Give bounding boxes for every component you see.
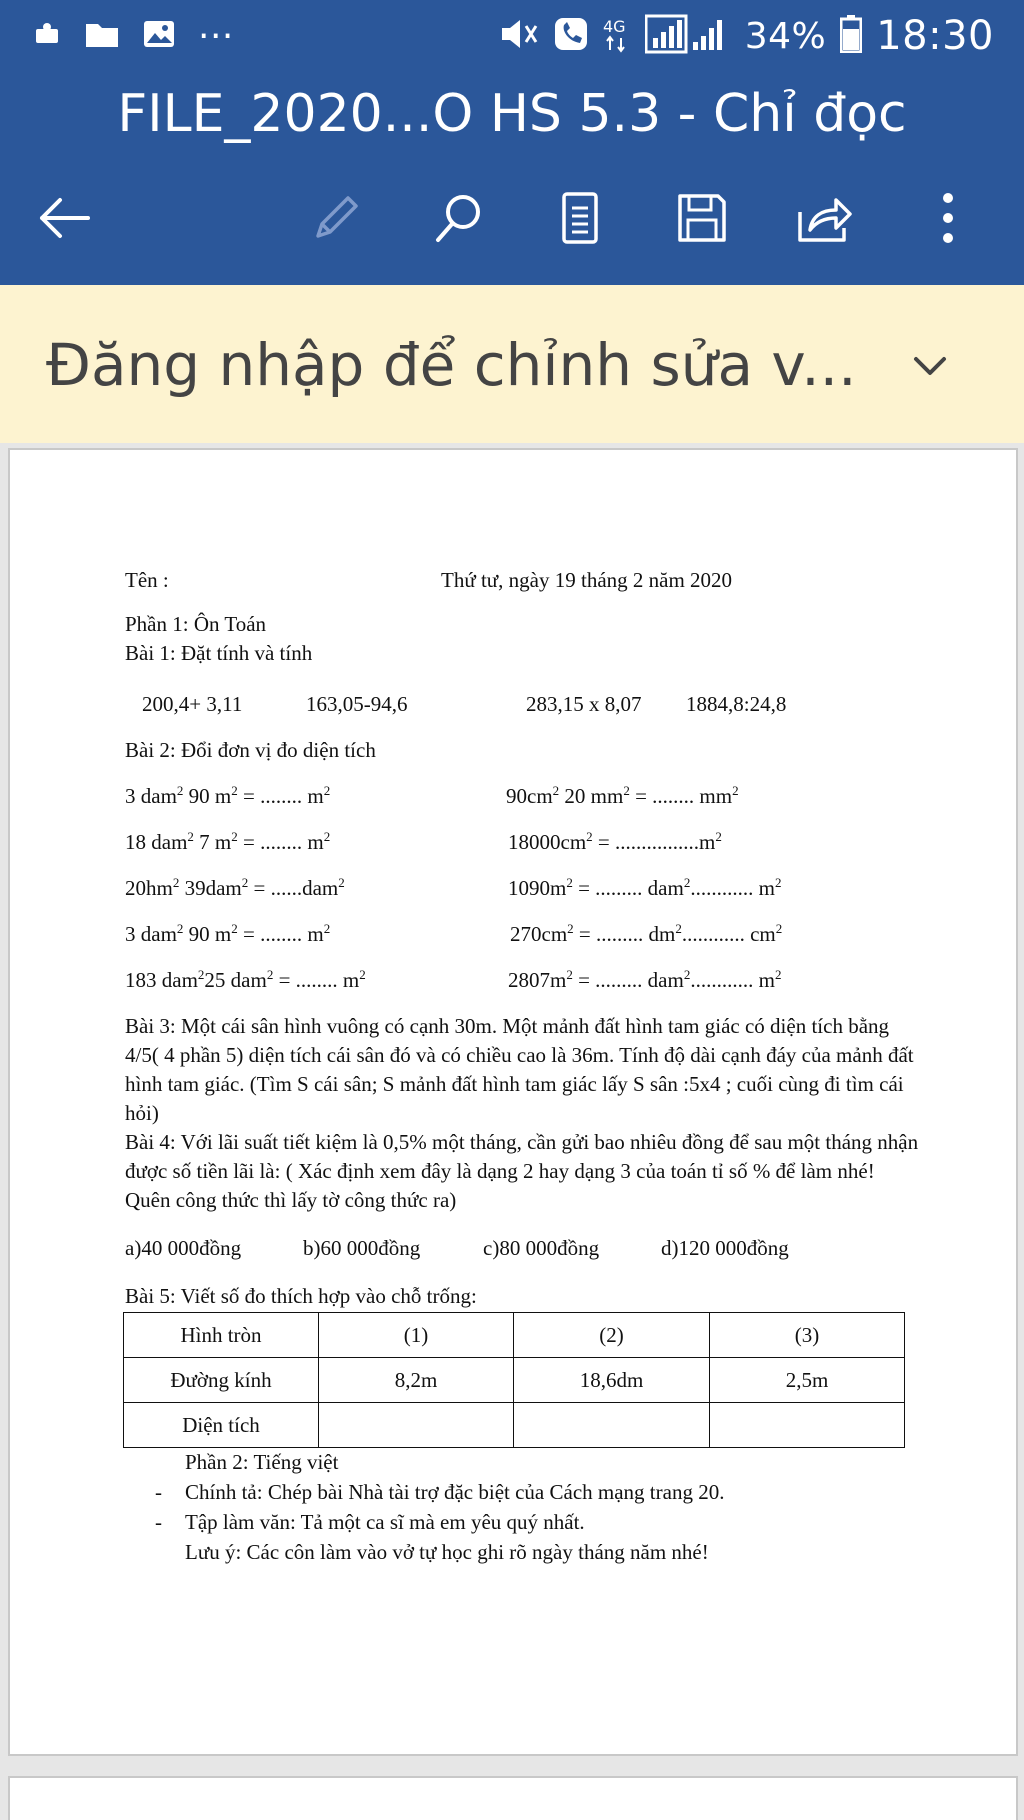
table-cell: Diện tích xyxy=(124,1403,319,1448)
table-cell: (1) xyxy=(319,1313,514,1358)
ex2-left-expr: 3 dam$^2$ 90 $m^2$ = ........ $m^2$ xyxy=(125,921,331,946)
ex1-item: 163,05-94,6 xyxy=(306,692,408,716)
table-cell: (3) xyxy=(710,1313,905,1358)
ex2-title: Bài 2: Đổi đơn vị đo diện tích xyxy=(125,738,376,762)
document-title: FILE_2020...O HS 5.3 - Chỉ đọc xyxy=(117,84,907,144)
part2-item: - Chính tả: Chép bài Nhà tài trợ đặc biệt của Cách mạng trang 20. xyxy=(185,1478,724,1507)
ex4-option: d)120 000đồng xyxy=(661,1236,789,1260)
sign-in-banner[interactable] xyxy=(0,285,1024,443)
ex4-option: b)60 000đồng xyxy=(303,1236,421,1260)
save-icon xyxy=(674,190,730,251)
ex2-left-expr: 183 dam$^2$25 dam$^2$ = ........ $m^2$ xyxy=(125,967,366,992)
part2-title: Phần 2: Tiếng việt xyxy=(185,1450,339,1474)
name-label: Tên : xyxy=(125,568,169,592)
system-status xyxy=(499,12,994,60)
chevron-down-icon xyxy=(906,378,954,395)
next-document-page[interactable] xyxy=(8,1776,1018,1820)
ex5-title: Bài 5: Viết số đo thích hợp vào chỗ trống: xyxy=(125,1284,477,1308)
ex2-right-expr: $2807m^2$ = ......... dam$^2$............ $m^2$ xyxy=(508,967,782,992)
table-row xyxy=(124,1313,905,1358)
folder-icon xyxy=(84,19,120,54)
ex2-right-expr: $18000cm^2 = ................m^2$ xyxy=(508,829,722,854)
notification-icons xyxy=(32,16,234,56)
reading-view-button[interactable] xyxy=(540,180,620,260)
ex2-left-expr: $20hm^2$ 39dam$^2$ = ......dam$^2$ xyxy=(125,875,345,900)
app-notification-icon xyxy=(32,19,62,54)
reading-view-icon xyxy=(556,190,604,251)
table-cell: Hình tròn xyxy=(124,1313,319,1358)
table-row xyxy=(124,1358,905,1403)
bullet: - xyxy=(155,1510,162,1534)
more-options-icon xyxy=(938,190,958,251)
search-icon xyxy=(430,190,486,251)
back-button[interactable] xyxy=(24,180,104,260)
table-cell xyxy=(514,1403,710,1448)
ex2-right-expr: $270cm^2$ = ......... $dm^2$............ $cm^2$ xyxy=(510,921,783,946)
svg-text:4G: 4G xyxy=(602,16,626,36)
more-notifications: ··· xyxy=(198,15,234,57)
ex4-option: a)40 000đồng xyxy=(125,1236,242,1260)
save-button[interactable] xyxy=(662,180,742,260)
table-cell: 2,5m xyxy=(710,1358,905,1403)
mute-icon xyxy=(499,16,539,57)
circle-table xyxy=(123,1312,905,1448)
more-options-button[interactable] xyxy=(908,180,988,260)
expand-banner-button[interactable] xyxy=(906,343,954,391)
ex2-right-expr: $1090m^2$ = ......... dam$^2$............ $m^2$ xyxy=(508,875,782,900)
table-row xyxy=(124,1403,905,1448)
ex1-item: 283,15 x 8,07 xyxy=(526,692,642,716)
sign-in-banner-text: Đăng nhập để chỉnh sửa v... xyxy=(46,331,857,399)
ex1-title: Bài 1: Đặt tính và tính xyxy=(125,641,313,665)
ex1-item: 200,4+ 3,11 xyxy=(142,692,243,716)
share-icon xyxy=(794,190,854,251)
call-icon xyxy=(553,16,589,57)
toolbar xyxy=(0,180,1024,260)
ex2-left-expr: 18 dam$^2$ 7 $m^2$ = ........ $m^2$ xyxy=(125,829,331,854)
share-button[interactable] xyxy=(784,180,864,260)
table-cell: (2) xyxy=(514,1313,710,1358)
network-4g-icon xyxy=(603,14,631,59)
ex4-text: Bài 4: Với lãi suất tiết kiệm là 0,5% một tháng, cần gửi bao nhiêu đồng để sau một tháng nhận được số tiền lãi là: ( Xác định xem đây là dạng 2 hay dạng 3 của toán tỉ số % để làm nhé! Quên công thức thì lấy tờ công thức ra) xyxy=(125,1130,919,1212)
ex3-text: Bài 3: Một cái sân hình vuông có cạnh 30m. Một mảnh đất hình tam giác có diện tích bằng 4/5( 4 phần 5) diện tích cái sân đó và có chiều cao là 36m. Tính độ dài cạnh đáy của mảnh đất hình tam giác. (Tìm S cái sân; S mảnh đất hình tam giác lấy S sân :5x4 ; cuối cùng đi tìm cái hỏi) xyxy=(125,1014,914,1125)
part2-item: - Tập làm văn: Tả một ca sĩ mà em yêu quý nhất. xyxy=(185,1508,585,1537)
ex1-item: 1884,8:24,8 xyxy=(686,692,787,716)
signal-strength-icon xyxy=(645,14,731,59)
note: Lưu ý: Các côn làm vào vở tự học ghi rõ ngày tháng năm nhé! xyxy=(185,1540,709,1564)
battery-percent: 34% xyxy=(744,15,827,57)
document-page[interactable] xyxy=(8,448,1018,1756)
status-bar xyxy=(0,0,1024,72)
table-cell xyxy=(710,1403,905,1448)
document-date: Thứ tư, ngày 19 tháng 2 năm 2020 xyxy=(441,568,733,592)
gallery-icon xyxy=(142,19,176,54)
ex2-right-expr: $90cm^2$ 20 $mm^2$ = ........ $mm^2$ xyxy=(506,783,739,808)
table-cell: 8,2m xyxy=(319,1358,514,1403)
table-cell: Đường kính xyxy=(124,1358,319,1403)
search-button[interactable] xyxy=(418,180,498,260)
table-cell xyxy=(319,1403,514,1448)
edit-button[interactable] xyxy=(296,180,376,260)
bullet: - xyxy=(155,1480,162,1504)
clock: 18:30 xyxy=(876,13,994,59)
edit-pencil-icon xyxy=(308,190,364,251)
app-header xyxy=(0,0,1024,285)
battery-icon xyxy=(840,15,862,58)
back-arrow-icon xyxy=(36,194,92,247)
ex2-left-expr: 3 dam$^2$ 90 $m^2$ = ........ $m^2$ xyxy=(125,783,331,808)
ex4-option: c)80 000đồng xyxy=(483,1236,600,1260)
part1-title: Phần 1: Ôn Toán xyxy=(125,612,267,636)
table-cell: 18,6dm xyxy=(514,1358,710,1403)
